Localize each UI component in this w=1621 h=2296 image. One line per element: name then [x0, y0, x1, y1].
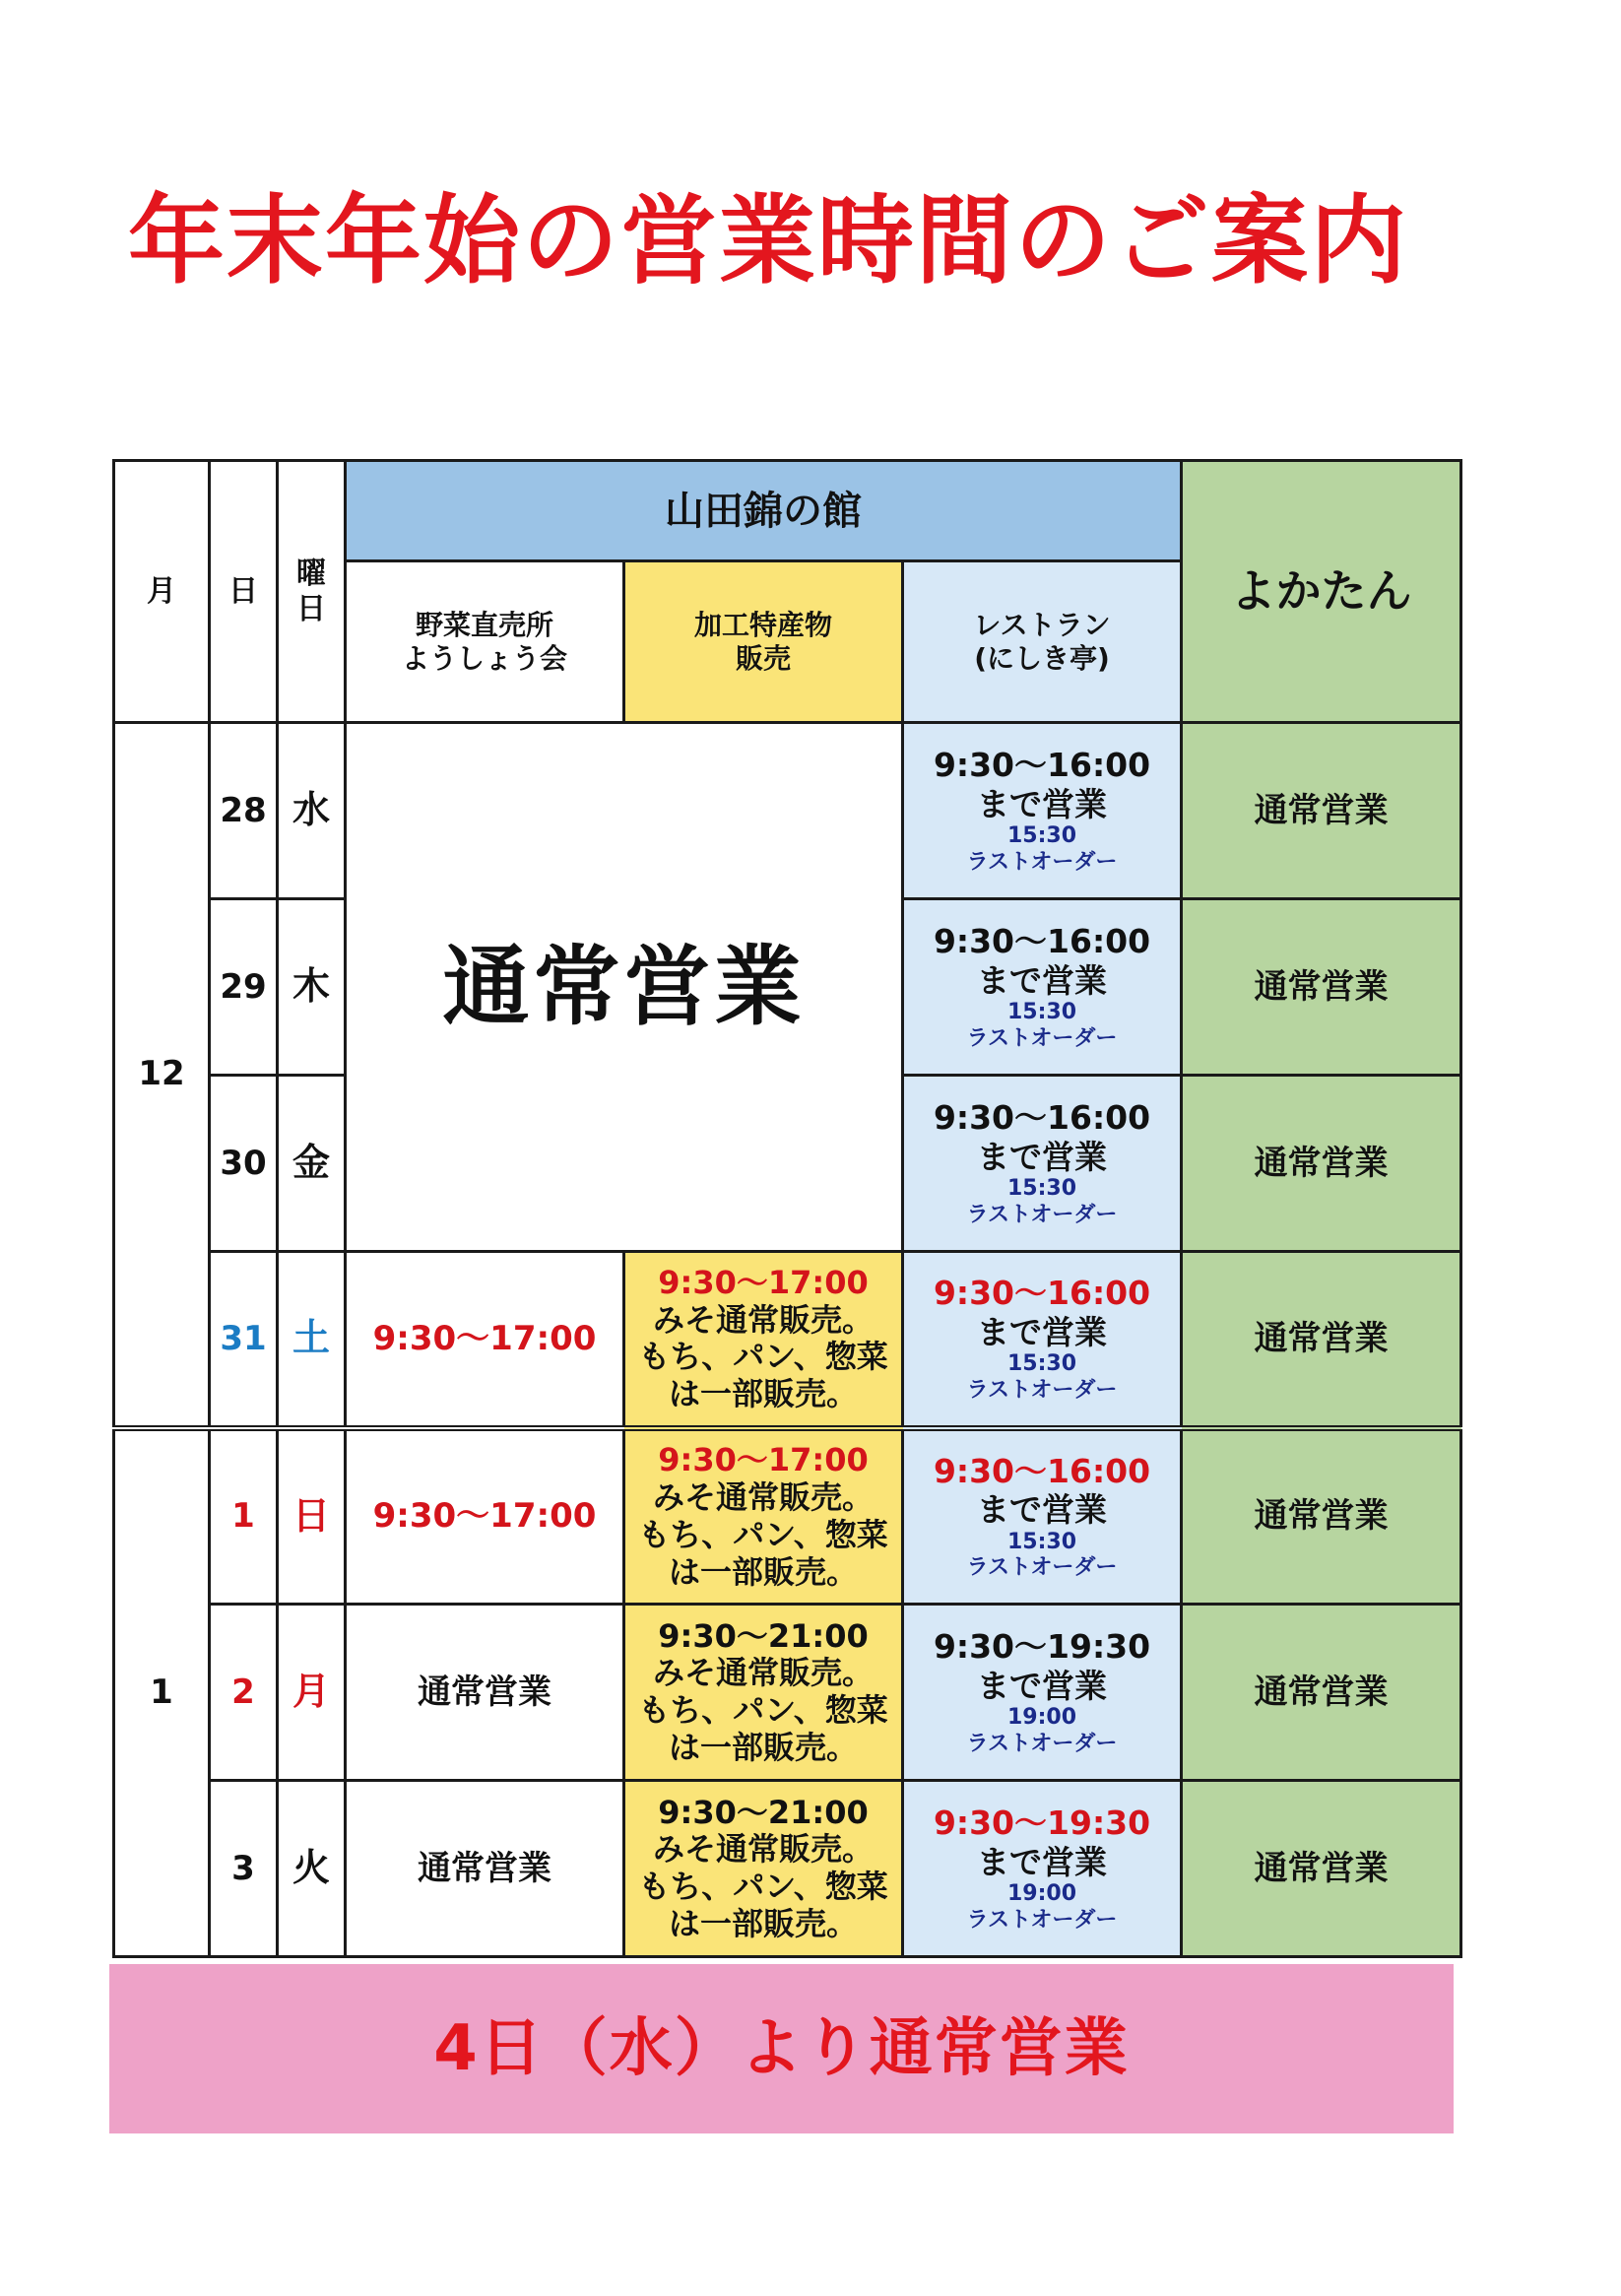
- yokatan-cell: 通常営業: [1182, 1076, 1461, 1252]
- yokatan-cell: 通常営業: [1182, 1428, 1461, 1605]
- day-cell: 28: [210, 723, 278, 899]
- restaurant-last-order-time: 19:00: [1006, 1881, 1077, 1907]
- restaurant-cell: [903, 899, 1182, 1076]
- yokatan-cell: 通常営業: [1182, 1252, 1461, 1428]
- vegetable-cell: 通常営業: [346, 1781, 624, 1957]
- processed-header-line1: 加工特産物: [693, 608, 832, 641]
- weekday-cell: 火: [278, 1781, 346, 1957]
- day-header: 日: [210, 461, 278, 723]
- processed-line3: もち、パン、惣菜: [638, 1691, 888, 1729]
- table-row: [114, 1428, 1461, 1605]
- restaurant-last-order-time: 19:00: [1006, 1705, 1077, 1731]
- header-row-1: [114, 461, 1461, 561]
- restaurant-until: まで営業: [977, 960, 1107, 1000]
- processed-line2: みそ通常販売。: [652, 1654, 874, 1692]
- weekday-cell: 月: [278, 1605, 346, 1781]
- table-row: [114, 723, 1461, 899]
- yokatan-header: よかたん: [1182, 461, 1461, 723]
- processed-cell: [624, 1252, 903, 1428]
- restaurant-last-order-time: 15:30: [1006, 823, 1077, 849]
- weekday-cell: 日: [278, 1428, 346, 1605]
- vegetable-header-line1: 野菜直売所: [415, 608, 553, 641]
- processed-line4: は一部販売。: [668, 1904, 858, 1942]
- processed-line2: みそ通常販売。: [652, 1300, 874, 1339]
- restaurant-until: まで営業: [977, 1490, 1107, 1530]
- weekday-cell: 土: [278, 1252, 346, 1428]
- processed-time: 9:30～21:00: [658, 1616, 869, 1655]
- processed-line3: もち、パン、惣菜: [638, 1515, 888, 1553]
- restaurant-time: 9:30～16:00: [933, 922, 1151, 961]
- restaurant-cell: [903, 1781, 1182, 1957]
- restaurant-cell: [903, 1252, 1182, 1428]
- yokatan-cell: 通常営業: [1182, 1781, 1461, 1957]
- restaurant-cell: [903, 1076, 1182, 1252]
- restaurant-header-line2: (にしき亭): [974, 641, 1110, 675]
- restaurant-last-order-label: ラストオーダー: [966, 1025, 1118, 1051]
- restaurant-last-order-label: ラストオーダー: [966, 1202, 1118, 1227]
- restaurant-last-order-label: ラストオーダー: [966, 1731, 1118, 1756]
- processed-line2: みそ通常販売。: [652, 1478, 874, 1516]
- day-cell: 2: [210, 1605, 278, 1781]
- processed-line3: もち、パン、惣菜: [638, 1868, 888, 1905]
- restaurant-last-order-label: ラストオーダー: [966, 1555, 1118, 1581]
- processed-header-line2: 販売: [735, 641, 791, 675]
- weekday-cell: 木: [278, 899, 346, 1076]
- day-cell: 29: [210, 899, 278, 1076]
- yokatan-cell: 通常営業: [1182, 723, 1461, 899]
- restaurant-until: まで営業: [977, 1312, 1107, 1351]
- vegetable-cell: 通常営業: [346, 1605, 624, 1781]
- weekday-cell: 金: [278, 1076, 346, 1252]
- restaurant-until: まで営業: [977, 1842, 1107, 1881]
- day-cell: 31: [210, 1252, 278, 1428]
- processed-line2: みそ通常販売。: [652, 1830, 874, 1869]
- restaurant-last-order-time: 15:30: [1006, 1176, 1077, 1202]
- restaurant-time: 9:30～16:00: [933, 1451, 1151, 1490]
- restaurant-until: まで営業: [977, 1137, 1107, 1176]
- vegetable-header-line2: ようしょう会: [401, 641, 567, 675]
- yokatan-cell: 通常営業: [1182, 1605, 1461, 1781]
- processed-line4: は一部販売。: [668, 1728, 858, 1766]
- weekday-cell: 水: [278, 723, 346, 899]
- restaurant-last-order-label: ラストオーダー: [966, 1907, 1118, 1933]
- table-row: [114, 1605, 1461, 1781]
- month-cell-january: 1: [114, 1428, 210, 1957]
- restaurant-cell: [903, 1428, 1182, 1605]
- restaurant-time: 9:30～19:30: [933, 1627, 1151, 1667]
- restaurant-cell: [903, 1605, 1182, 1781]
- weekday-header-label: 曜日: [296, 556, 326, 626]
- processed-line4: は一部販売。: [668, 1375, 858, 1412]
- restaurant-time: 9:30～16:00: [933, 746, 1151, 785]
- day-cell: 1: [210, 1428, 278, 1605]
- restaurant-until: まで営業: [977, 784, 1107, 823]
- processed-time: 9:30～17:00: [658, 1441, 869, 1479]
- processed-cell: [624, 1781, 903, 1957]
- schedule-table: [112, 459, 1462, 1958]
- processed-time: 9:30～21:00: [658, 1793, 869, 1831]
- restaurant-column-header: [903, 561, 1182, 723]
- weekday-header: [278, 461, 346, 723]
- month-cell-december: 12: [114, 723, 210, 1428]
- restaurant-until: まで営業: [977, 1666, 1107, 1705]
- restaurant-last-order-time: 15:30: [1006, 1351, 1077, 1377]
- processed-column-header: [624, 561, 903, 723]
- day-cell: 30: [210, 1076, 278, 1252]
- restaurant-last-order-label: ラストオーダー: [966, 1377, 1118, 1403]
- page-title: 年末年始の営業時間のご案内: [128, 185, 1409, 297]
- vegetable-cell: 9:30～17:00: [346, 1428, 624, 1605]
- yamada-header: 山田錦の館: [346, 461, 1182, 561]
- restaurant-last-order-label: ラストオーダー: [966, 849, 1118, 875]
- restaurant-cell: [903, 723, 1182, 899]
- processed-cell: [624, 1428, 903, 1605]
- vegetable-cell: 9:30～17:00: [346, 1252, 624, 1428]
- day-cell: 3: [210, 1781, 278, 1957]
- restaurant-header-line1: レストラン: [973, 608, 1111, 641]
- merged-normal-business-cell: 通常営業: [346, 723, 903, 1252]
- restaurant-last-order-time: 15:30: [1006, 1000, 1077, 1025]
- restaurant-time: 9:30～16:00: [933, 1274, 1151, 1313]
- yokatan-cell: 通常営業: [1182, 899, 1461, 1076]
- vegetable-column-header: [346, 561, 624, 723]
- table-row: [114, 1252, 1461, 1428]
- processed-line3: もち、パン、惣菜: [638, 1338, 888, 1376]
- processed-time: 9:30～17:00: [658, 1263, 869, 1301]
- restaurant-last-order-time: 15:30: [1006, 1529, 1077, 1554]
- table-row: [114, 1781, 1461, 1957]
- restaurant-time: 9:30～16:00: [933, 1098, 1151, 1138]
- processed-line4: は一部販売。: [668, 1552, 858, 1591]
- processed-cell: [624, 1605, 903, 1781]
- footer-banner: 4日（水）より通常営業: [109, 1964, 1454, 2133]
- month-header: 月: [114, 461, 210, 723]
- restaurant-time: 9:30～19:30: [933, 1804, 1151, 1843]
